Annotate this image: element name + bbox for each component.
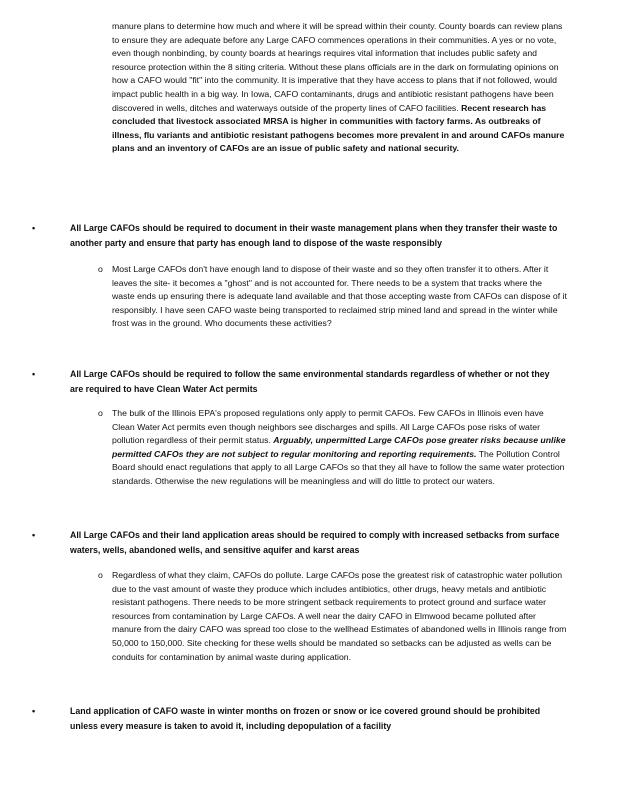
- sub-bullet-icon: o: [98, 408, 103, 418]
- bullet-3-sub-paragraph: [98, 569, 567, 664]
- sub-bullet-icon: o: [98, 570, 103, 580]
- bullet-2-sub-text-2: The Pollution Control Board should enact regulations that apply to all Large CAFOs so that they all have to follow the same water protection standards. Otherwise the new regulations will be meaningless and will do little to protect our waters.: [112, 448, 565, 486]
- bullet-4-heading: [32, 704, 565, 733]
- bullet-1-sub-text: Most Large CAFOs don't have enough land to dispose of their waste and so they often transfer it to others. After it leaves the site- it becomes a "ghost" and is not accounted for. There needs to be a system that tracks where the waste ends up ensuring there is adequate land available and that those accepting waste from CAFOs can dispose of it responsibly. I have seen CAFO waste being transported to reclaimed strip mined land and spread in the winter while frost was in the ground. Who documents these activities?: [112, 264, 567, 329]
- bullet-3-heading: [32, 528, 565, 557]
- bullet-4-text: Land application of CAFO waste in winter months on frozen or snow or ice covered ground should be prohibited unless every measure is taken to avoid it, including depopulation of a facility: [70, 706, 541, 731]
- bullet-3-sub-text: Regardless of what they claim, CAFOs do pollute. Large CAFOs pose the greatest risk of catastrophic water pollution due to the vast amount of waste they produce which includes antibiotics, other drugs, heavy metals and antibiotic resistant pathogens. There needs to be more stringent setback requirements to protect ground and surface water resources from contamination by Large CAFOs. A well near the dairy CAFO in Elmwood became polluted after manure from the dairy CAFO was spread too close to the wellhead Estimates of abandoned wells in Illinois range from 50,000 to 150,000. Site checking for these wells should be mandated so setbacks can be adjusted as wells can be conduits for contamination by animal waste during application.: [112, 570, 567, 662]
- bullet-icon: •: [32, 369, 36, 379]
- bullet-2-sub-emphasis: Arguably, unpermitted Large CAFOs pose greater risks because unlike permitted CAFOs they are not subject to regular monitoring and reporting requirements.: [112, 435, 566, 459]
- bullet-icon: •: [32, 706, 36, 716]
- intro-text: manure plans to determine how much and where it will be spread within their county. County boards can review plans to ensure they are adequate before any Large CAFO commences operations in their communities. A yes or no vote, even though nonbinding, by county boards at hearings requires vital information that includes public safety and resource protection within the 8 siting criteria. Without these plans officials are in the dark on formulating opinions on how a CAFO would "fit" into the community. It is imperative that they have access to plans that if not followed, would impact public health in a big way. In Iowa, CAFO contaminants, drugs and antibiotic resistant pathogens have been discovered in wells, ditches and waterways outside of the property lines of CAFO facilities.: [112, 21, 563, 113]
- sub-bullet-icon: o: [98, 264, 103, 274]
- bullet-1-sub-paragraph: [98, 263, 567, 331]
- bullet-1-heading: [32, 221, 565, 250]
- bullet-3-text: All Large CAFOs and their land application areas should be required to comply with increased setbacks from surface waters, wells, abandoned wells, and sensitive aquifer and karst areas: [70, 530, 560, 555]
- bullet-icon: •: [32, 223, 36, 233]
- intro-paragraph: [112, 20, 567, 156]
- bullet-1-text: All Large CAFOs should be required to document in their waste management plans when they transfer their waste to another party and ensure that party has enough land to dispose of the waste responsibly: [70, 223, 558, 248]
- intro-bold-text: Recent research has concluded that livestock associated MRSA is higher in communities with factory farms. As outbreaks of illness, flu variants and antibiotic resistant pathogens becomes more prevalent in and around CAFOs manure plans and an inventory of CAFOs are an issue of public safety and national security.: [112, 102, 565, 154]
- bullet-2-sub-text-1: The bulk of the Illinois EPA's proposed regulations only apply to permit CAFOs. Few CAFOs in Illinois even have Clean Water Act permits even though neighbors see discharges and spills. All Large CAFOs pose risks of water pollution regardless of their permit status.: [112, 408, 544, 446]
- bullet-2-text: All Large CAFOs should be required to follow the same environmental standards regardless of whether or not they are required to have Clean Water Act permits: [70, 369, 550, 394]
- bullet-2-sub-paragraph: [98, 407, 567, 489]
- bullet-2-heading: [32, 367, 565, 396]
- bullet-icon: •: [32, 530, 36, 540]
